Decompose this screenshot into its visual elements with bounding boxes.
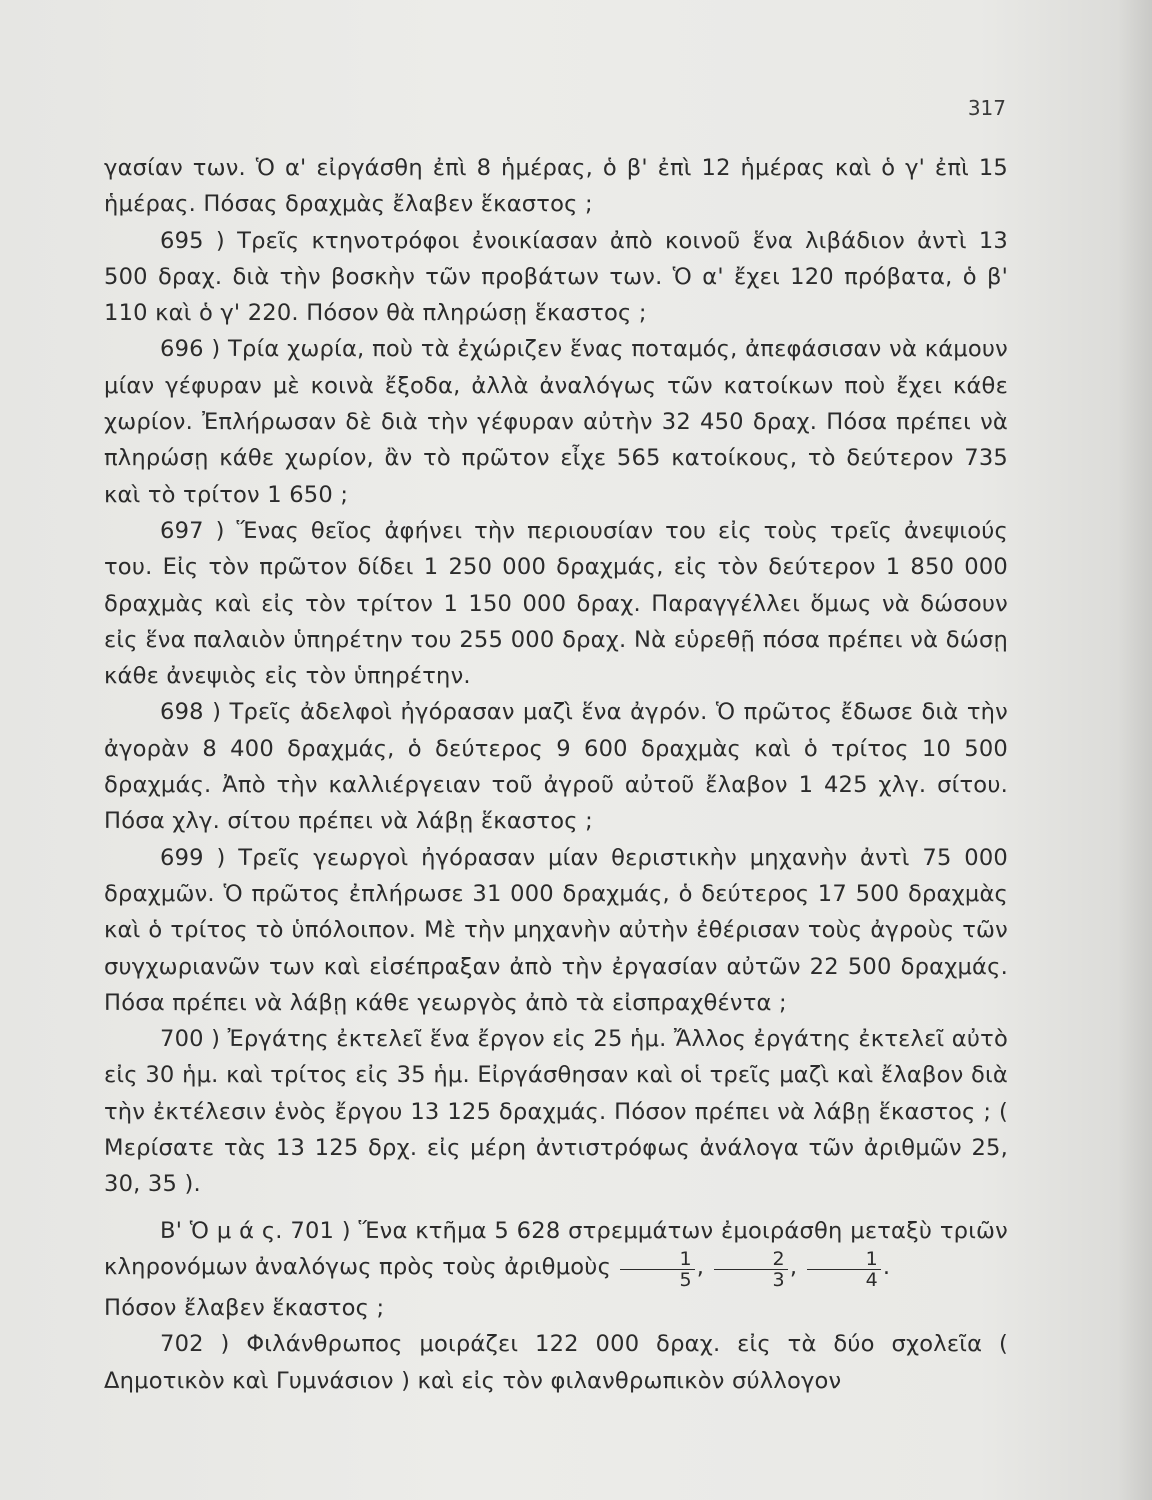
problem-698: 698 ) Τρεῖς ἀδελφοὶ ἠγόρασαν μαζὶ ἕνα ἀγρόν. Ὁ πρῶτος ἔδωσε διὰ τὴν ἀγορὰν 8 400 δραχμάς, ὁ δεύτερος 9 600 δραχμὰς καὶ ὁ τρίτος 10 500 δραχμάς. Ἀπὸ τὴν καλλιέργειαν τοῦ ἀγροῦ αὐτοῦ ἔλαβον 1 425 χλγ. σίτου. Πόσα χλγ. σίτου πρέπει νὰ λάβῃ ἕκαστος ;	[104, 699, 1008, 835]
fraction-numerator: 1	[679, 1247, 692, 1270]
problem-695: 695 ) Τρεῖς κτηνοτρόφοι ἐνοικίασαν ἀπὸ κοινοῦ ἕνα λιβάδιον ἀντὶ 13 500 δραχ. διὰ τὴν βοσκὴν τῶν προβάτων των. Ὁ α' ἔχει 120 πρόβατα, ὁ β' 110 καὶ ὁ γ' 220. Πόσον θὰ πληρώσῃ ἕκαστος ;	[104, 227, 1008, 327]
fraction-denominator: 4	[807, 1269, 881, 1290]
problem-696: 696 ) Τρία χωρία, ποὺ τὰ ἐχώριζεν ἕνας ποταμός, ἀπεφάσισαν νὰ κάμουν μίαν γέφυραν μὲ κοινὰ ἔξοδα, ἀλλὰ ἀναλόγως τῶν κατοίκων ποὺ ἔχει κάθε χωρίον. Ἐπλήρωσαν δὲ διὰ τὴν γέφυραν αὐτὴν 32 450 δραχ. Πόσα πρέπει νὰ πληρώσῃ κάθε χωρίον, ἂν τὸ πρῶτον εἶχε 565 κατοίκους, τὸ δεύτερον 735 καὶ τὸ τρίτον 1 650 ;	[104, 336, 1008, 508]
problem-697: 697 ) Ἕνας θεῖος ἀφήνει τὴν περιουσίαν του εἰς τοὺς τρεῖς ἀνεψιούς του. Εἰς τὸν πρῶτον δίδει 1 250 000 δραχμάς, εἰς τὸν δεύτερον 1 850 000 δραχμὰς καὶ εἰς τὸν τρίτον 1 150 000 δραχ. Παραγγέλλει ὅμως νὰ δώσουν εἰς ἕνα παλαιὸν ὑπηρέτην του 255 000 δραχ. Νὰ εὑρεθῇ πόσα πρέπει νὰ δώσῃ κάθε ἀνεψιὸς εἰς τὸν ὑπηρέτην.	[104, 517, 1008, 690]
page-number: 317	[967, 96, 1006, 120]
fraction-numerator: 2	[772, 1247, 785, 1270]
problem-701-question: Πόσον ἔλαβεν ἕκαστος ;	[104, 1294, 385, 1321]
fraction-numerator: 1	[865, 1247, 878, 1270]
fraction-denominator: 3	[714, 1269, 788, 1290]
fraction-one-fifth	[620, 1249, 694, 1290]
fraction-one-fourth	[807, 1249, 881, 1290]
fraction-separator: ,	[696, 1253, 705, 1280]
fraction-end-mark: .	[882, 1253, 891, 1280]
page-content	[104, 150, 1008, 1399]
problem-701-text: 701 ) Ἕνα κτῆμα 5 628 στρεμμάτων ἐμοιράσθη μεταξὺ τριῶν κληρονόμων ἀναλόγως πρὸς τοὺς ἀριθμοὺς	[104, 1217, 1009, 1280]
group-b-heading: Β' Ὁ μ ά ς.	[160, 1217, 283, 1244]
problem-699: 699 ) Τρεῖς γεωργοὶ ἠγόρασαν μίαν θεριστικὴν μηχανὴν ἀντὶ 75 000 δραχμῶν. Ὁ πρῶτος ἐπλήρωσε 31 000 δραχμάς, ὁ δεύτερος 17 500 δραχμὰς καὶ ὁ τρίτος τὸ ὑπόλοιπον. Μὲ τὴν μηχανὴν αὐτὴν ἐθέρισαν τοὺς ἀγροὺς τῶν συγχωριανῶν των καὶ εἰσέπραξαν ἀπὸ τὴν ἐργασίαν αὐτῶν 22 500 δραχμάς. Πόσα πρέπει νὰ λάβῃ κάθε γεωργὸς ἀπὸ τὰ εἰσπραχθέντα ;	[104, 844, 1008, 1016]
paragraph-continuation: γασίαν των. Ὁ α' εἰργάσθη ἐπὶ 8 ἡμέρας, ὁ β' ἐπὶ 12 ἡμέρας καὶ ὁ γ' ἐπὶ 15 ἡμέρας. Πόσας δραχμὰς ἔλαβεν ἕκαστος ;	[104, 155, 1008, 218]
problem-700: 700 ) Ἐργάτης ἐκτελεῖ ἕνα ἔργον εἰς 25 ἡμ. Ἄλλος ἐργάτης ἐκτελεῖ αὐτὸ εἰς 30 ἡμ. καὶ τρίτος εἰς 35 ἡμ. Εἰργάσθησαν καὶ οἱ τρεῖς μαζὶ καὶ ἔλαβον διὰ τὴν ἐκτέλεσιν ἑνὸς ἔργου 13 125 δραχμάς. Πόσον πρέπει νὰ λάβῃ ἕκαστος ; ( Μερίσατε τὰς 13 125 δρχ. εἰς μέρη ἀντιστρόφως ἀνάλογα τῶν ἀριθμῶν 25, 30, 35 ).	[104, 1026, 1008, 1198]
fraction-denominator: 5	[620, 1269, 694, 1290]
problem-701	[104, 1213, 1008, 1327]
fraction-two-thirds	[714, 1249, 788, 1290]
problem-702: 702 ) Φιλάνθρωπος μοιράζει 122 000 δραχ. εἰς τὰ δύο σχολεῖα ( Δημοτικὸν καὶ Γυμνάσιον ) καὶ εἰς τὸν φιλανθρωπικὸν σύλλογον	[104, 1331, 1008, 1394]
fraction-separator: ,	[789, 1253, 798, 1280]
